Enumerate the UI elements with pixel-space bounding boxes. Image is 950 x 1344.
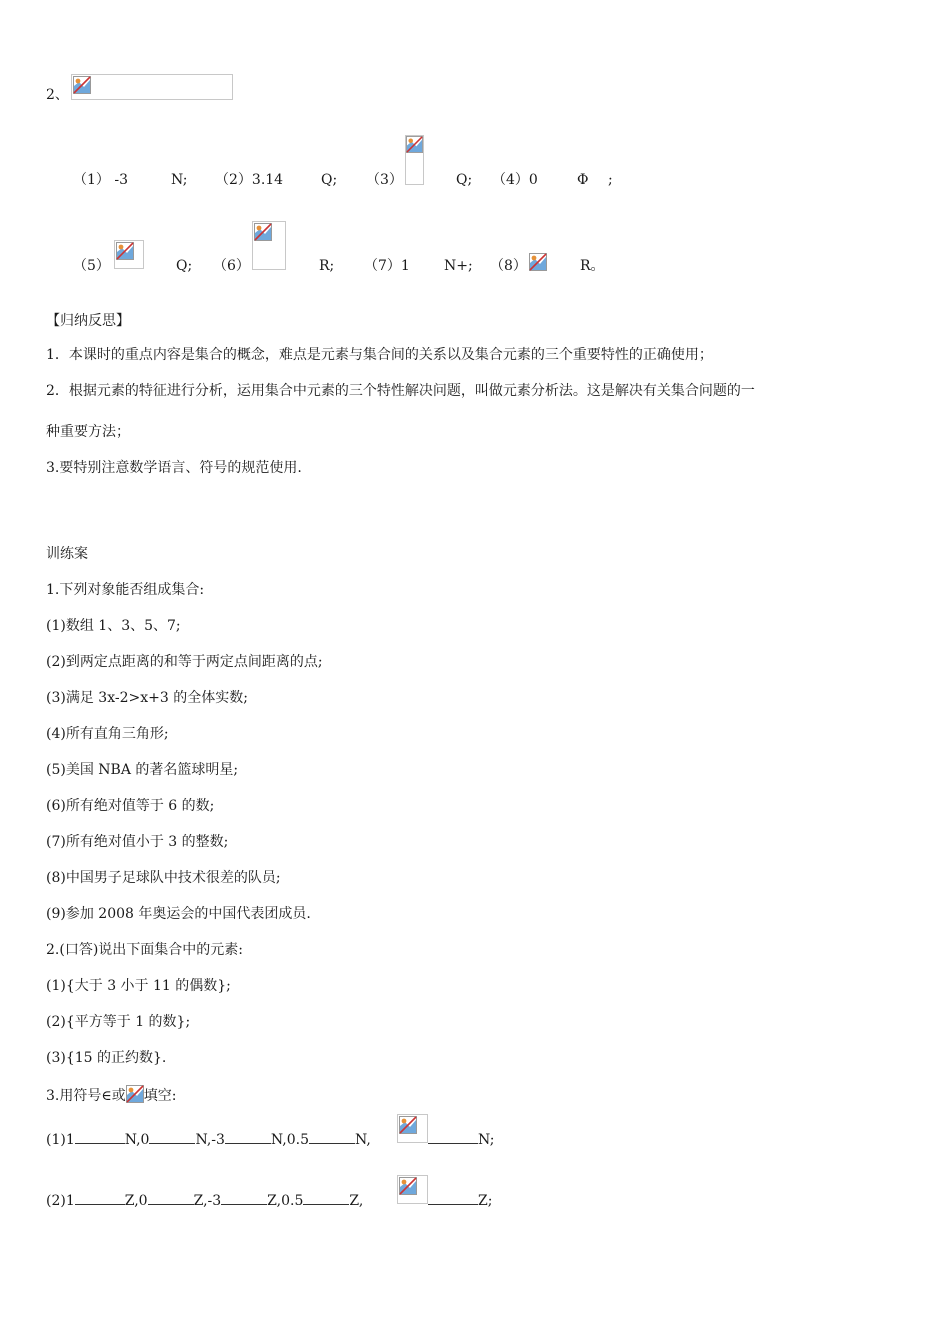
fill-text: Z,-3 [193, 1193, 222, 1209]
item-4-end: ; [608, 172, 613, 188]
answer-blank[interactable] [149, 1129, 195, 1144]
answer-blank[interactable] [75, 1190, 125, 1205]
fill-line-1 [46, 1129, 371, 1149]
question-3-prefix: 3.用符号∈或 [46, 1088, 126, 1104]
question-2-number: 2、 [46, 87, 69, 103]
list-item: (8)中国男子足球队中技术很差的队员; [46, 870, 281, 886]
training-question-3 [46, 1085, 176, 1105]
broken-image-icon [116, 242, 134, 260]
fill-text: (1)1 [46, 1132, 75, 1148]
reflection-point-2-cont: 种重要方法； [46, 424, 130, 440]
broken-image-icon [254, 223, 272, 241]
item-6-formula-image [252, 221, 286, 270]
item-3-set: Q; [456, 172, 473, 188]
answer-blank[interactable] [75, 1129, 125, 1144]
fill-text: N; [478, 1132, 495, 1148]
item-1-set: N; [171, 172, 188, 188]
broken-image-icon [126, 1085, 144, 1103]
list-item: (5)美国 NBA 的著名篮球明星; [46, 762, 239, 778]
item-1-label: （1） -3 [73, 172, 128, 188]
item-5-set: Q; [176, 258, 193, 274]
answer-blank[interactable] [303, 1190, 349, 1205]
answer-blank[interactable] [428, 1129, 478, 1144]
reflection-point-3: 3.要特别注意数学语言、符号的规范使用. [46, 460, 302, 476]
item-5-formula-image [114, 240, 144, 269]
list-item: (7)所有绝对值小于 3 的整数; [46, 834, 229, 850]
question-3-suffix: 填空: [143, 1088, 177, 1104]
item-7-label: （7）1 [364, 258, 410, 274]
reflection-heading: 【归纳反思】 [46, 313, 130, 329]
item-3-formula-image [405, 135, 424, 185]
item-8-label: （8） [490, 258, 527, 274]
fill-2-formula-image [397, 1175, 428, 1204]
answer-blank[interactable] [428, 1190, 478, 1205]
broken-image-icon [73, 76, 91, 94]
item-6-set: R; [319, 258, 335, 274]
list-item: (6)所有绝对值等于 6 的数; [46, 798, 215, 814]
item-8-formula-image [529, 253, 548, 272]
answer-blank[interactable] [309, 1129, 355, 1144]
item-4-set: Φ [577, 172, 589, 188]
fill-text: N,-3 [195, 1132, 225, 1148]
item-8-set: R。 [580, 258, 605, 274]
answer-blank[interactable] [221, 1190, 267, 1205]
item-2-set: Q; [321, 172, 338, 188]
item-6-label: （6） [213, 258, 250, 274]
fill-text: Z; [478, 1193, 493, 1209]
fill-text: Z,0.5 [267, 1193, 304, 1209]
training-heading: 训练案 [46, 546, 88, 562]
list-item: (9)参加 2008 年奥运会的中国代表团成员. [46, 906, 311, 922]
fill-1-formula-image [397, 1114, 428, 1143]
fill-text: Z, [349, 1193, 364, 1209]
item-5-label: （5） [73, 258, 110, 274]
broken-image-icon [529, 253, 547, 271]
list-item: (4)所有直角三角形; [46, 726, 169, 742]
list-item: (2){平方等于 1 的数}; [46, 1014, 191, 1030]
broken-image-icon [399, 1177, 417, 1195]
reflection-point-2: 2．根据元素的特征进行分析，运用集合中元素的三个特性解决问题，叫做元素分析法。这是解决有关集合问题的一 [46, 383, 755, 399]
list-item: (3){15 的正约数}. [46, 1050, 167, 1066]
fill-text: N, [355, 1132, 371, 1148]
list-item: (1)数组 1、3、5、7; [46, 618, 181, 634]
item-4-label: （4）0 [492, 172, 538, 188]
item-3-label: （3） [366, 172, 403, 188]
list-item: (3)满足 3x-2>x+3 的全体实数; [46, 690, 248, 706]
answer-blank[interactable] [148, 1190, 194, 1205]
reflection-point-1: 1．本课时的重点内容是集合的概念，难点是元素与集合间的关系以及集合元素的三个重要特性的正确使用； [46, 347, 713, 363]
not-in-symbol-image [126, 1085, 144, 1103]
list-item: (1){大于 3 小于 11 的偶数}; [46, 978, 231, 994]
broken-image-icon [399, 1116, 417, 1134]
broken-image-icon [406, 136, 423, 153]
fill-line-2-end [428, 1190, 492, 1210]
fill-line-2 [46, 1190, 363, 1210]
list-item: (2)到两定点距离的和等于两定点间距离的点; [46, 654, 323, 670]
training-question-2: 2.(口答)说出下面集合中的元素: [46, 942, 243, 958]
item-2-label: （2）3.14 [215, 172, 284, 188]
formula-image [71, 74, 233, 100]
fill-text: N,0.5 [270, 1132, 309, 1148]
fill-text: N,0 [124, 1132, 150, 1148]
item-7-set: N+; [444, 258, 473, 274]
answer-blank[interactable] [225, 1129, 271, 1144]
fill-text: (2)1 [46, 1193, 75, 1209]
fill-text: Z,0 [124, 1193, 148, 1209]
fill-line-1-end [428, 1129, 494, 1149]
training-question-1: 1.下列对象能否组成集合: [46, 582, 205, 598]
